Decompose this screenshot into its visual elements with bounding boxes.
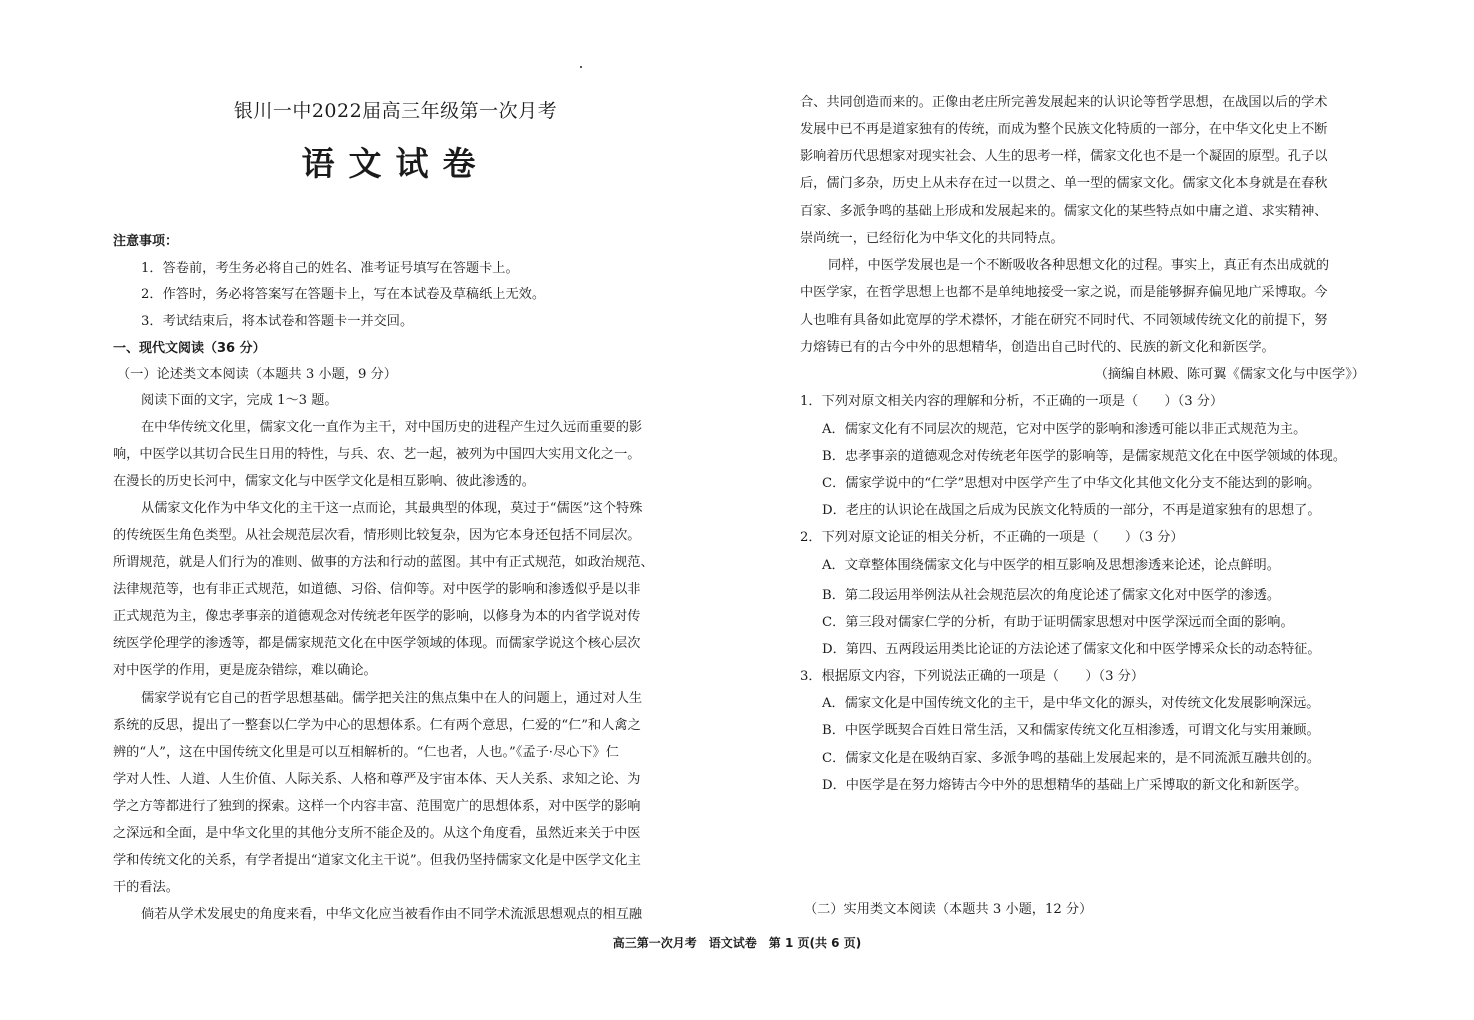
notice-heading: 注意事项： bbox=[113, 234, 179, 249]
passage-line: 对中医学的作用，更是庞杂错综，难以确论。 bbox=[113, 663, 377, 678]
passage-line: 辨的“人”，这在中国传统文化里是可以互相解析的。“仁也者，人也。”《孟子·尽心下》仁 bbox=[113, 745, 619, 760]
passage-line: 响，中医学以其切合民生日用的特性，与兵、农、艺一起，被列为中国四大实用文化之一。 bbox=[113, 447, 641, 462]
passage-line: 发展中已不再是道家独有的传统，而成为整个民族文化特质的一部分，在中华文化史上不断 bbox=[800, 122, 1328, 137]
scan-dot bbox=[580, 66, 582, 68]
passage-line: 影响着历代思想家对现实社会、人生的思考一样，儒家文化也不是一个凝固的原型。孔子以 bbox=[800, 149, 1328, 164]
notice-item: 2．作答时，务必将答案写在答题卡上，写在本试卷及草稿纸上无效。 bbox=[141, 287, 546, 302]
passage-line: 人也唯有具备如此宽厚的学术襟怀，才能在研究不同时代、不同领域传统文化的前提下，努 bbox=[800, 313, 1328, 328]
passage-line: 倘若从学术发展史的角度来看，中华文化应当被看作由不同学术流派思想观点的相互融 bbox=[141, 907, 643, 922]
passage-line: 的传统医生角色类型。从社会规范层次看，情形则比较复杂，因为它本身还包括不同层次。 bbox=[113, 528, 641, 543]
passage-line: 从儒家文化作为中华文化的主干这一点而论，其最典型的体现，莫过于“儒医”这个特殊 bbox=[141, 501, 643, 516]
passage-line: 系统的反思，提出了一整套以仁学为中心的思想体系。仁有两个意思，仁爱的“仁”和人禽之 bbox=[113, 718, 641, 733]
question-option: A．儒家文化有不同层次的规范，它对中医学的影响和渗透可能以非正式规范为主。 bbox=[822, 422, 1307, 437]
question-option: A．儒家文化是中国传统文化的主干，是中华文化的源头，对传统文化发展影响深远。 bbox=[822, 696, 1320, 711]
question-option: D．第四、五两段运用类比论证的方法论述了儒家文化和中医学博采众长的动态特征。 bbox=[822, 642, 1321, 657]
passage-line: 正式规范为主，像忠孝事亲的道德观念对传统老年医学的影响，以修身为本的内省学说对传 bbox=[113, 609, 641, 624]
passage-line: 中医学家，在哲学思想上也都不是单纯地接受一家之说，而是能够摒弃偏见地广采博取。今 bbox=[800, 285, 1328, 300]
question-stem: 2．下列对原文论证的相关分析，不正确的一项是（ ）（3 分） bbox=[800, 530, 1184, 545]
passage-source: （摘编自林殿、陈可翼《儒家文化与中医学》） bbox=[1094, 367, 1365, 382]
question-stem: 3．根据原文内容，下列说法正确的一项是（ ）（3 分） bbox=[800, 669, 1145, 684]
passage-line: 所谓规范，就是人们行为的准则、做事的方法和行动的蓝图。其中有正式规范，如政治规范、 bbox=[113, 555, 654, 570]
exam-name: 银川一中2022届高三年级第一次月考 bbox=[233, 100, 558, 122]
question-option: B．第二段运用举例法从社会规范层次的角度论述了儒家文化对中医学的渗透。 bbox=[822, 588, 1281, 603]
passage-line: 之深远和全面，是中华文化里的其他分支所不能企及的。从这个角度看，虽然近来关于中医 bbox=[113, 826, 641, 841]
passage-line: 儒家学说有它自己的哲学思想基础。儒学把关注的焦点集中在人的问题上，通过对人生 bbox=[141, 691, 643, 706]
paper-title: 语文试卷 bbox=[301, 144, 490, 183]
passage-line: 崇尚统一，已经衍化为中华文化的共同特点。 bbox=[800, 231, 1064, 246]
passage-line: 在漫长的历史长河中，儒家文化与中医学文化是相互影响、彼此渗透的。 bbox=[113, 474, 535, 489]
question-option: C．第三段对儒家仁学的分析，有助于证明儒家思想对中医学深远而全面的影响。 bbox=[822, 615, 1294, 630]
passage-line: 百家、多派争鸣的基础上形成和发展起来的。儒家文化的某些特点如中庸之道、求实精神、 bbox=[800, 204, 1328, 219]
passage-line: 力熔铸已有的古今中外的思想精华，创造出自己时代的、民族的新文化和新医学。 bbox=[800, 340, 1275, 355]
question-option: C．儒家文化是在吸纳百家、多派争鸣的基础上发展起来的，是不同流派互融共创的。 bbox=[822, 751, 1321, 766]
passage-line: 干的看法。 bbox=[113, 880, 179, 895]
passage-line: 合、共同创造而来的。正像由老庄所完善发展起来的认识论等哲学思想，在战国以后的学术 bbox=[800, 95, 1328, 110]
question-option: B．中医学既契合百姓日常生活，又和儒家传统文化互相渗透，可谓文化与实用兼顾。 bbox=[822, 723, 1320, 738]
passage-line: 后，儒门多杂，历史上从未存在过一以贯之、单一型的儒家文化。儒家文化本身就是在春秋 bbox=[800, 176, 1328, 191]
subsection-heading: （一）论述类文本阅读（本题共 3 小题，9 分） bbox=[117, 367, 397, 382]
question-option: C．儒家学说中的“仁学”思想对中医学产生了中华文化其他文化分支不能达到的影响。 bbox=[822, 476, 1321, 491]
passage-line: 法律规范等，也有非正式规范，如道德、习俗、信仰等。对中医学的影响和渗透似乎是以非 bbox=[113, 582, 641, 597]
page-footer: 高三第一次月考 语文试卷 第 1 页(共 6 页) bbox=[612, 936, 862, 950]
passage-line: 学和传统文化的关系，有学者提出“道家文化主干说”。但我仍坚持儒家文化是中医学文化主 bbox=[113, 853, 641, 868]
question-option: D．老庄的认识论在战国之后成为民族文化特质的一部分，不再是道家独有的思想了。 bbox=[822, 503, 1321, 518]
passage-line: 学之方等都进行了独到的探索。这样一个内容丰富、范围宽广的思想体系，对中医学的影响 bbox=[113, 799, 641, 814]
question-stem: 1．下列对原文相关内容的理解和分析，不正确的一项是（ ）（3 分） bbox=[800, 394, 1224, 409]
question-option: B．忠孝事亲的道德观念对传统老年医学的影响等，是儒家规范文化在中医学领域的体现。 bbox=[822, 449, 1346, 464]
passage-line: 学对人性、人道、人生价值、人际关系、人格和尊严及宇宙本体、天人关系、求知之论、为 bbox=[113, 772, 641, 787]
section-heading: 一、现代文阅读（36 分） bbox=[113, 341, 266, 356]
question-option: A．文章整体围绕儒家文化与中医学的相互影响及思想渗透来论述，论点鲜明。 bbox=[822, 558, 1280, 573]
question-option: D．中医学是在努力熔铸古今中外的思想精华的基础上广采博取的新文化和新医学。 bbox=[822, 778, 1308, 793]
reading-instruction: 阅读下面的文字，完成 1～3 题。 bbox=[141, 393, 338, 408]
passage-line: 同样，中医学发展也是一个不断吸收各种思想文化的过程。事实上，真正有杰出成就的 bbox=[828, 258, 1330, 273]
passage-line: 统医学伦理学的渗透等，都是儒家规范文化在中医学领域的体现。而儒家学说这个核心层次 bbox=[113, 636, 641, 651]
notice-item: 3．考试结束后，将本试卷和答题卡一并交回。 bbox=[141, 314, 414, 329]
subsection-heading: （二）实用类文本阅读（本题共 3 小题，12 分） bbox=[804, 902, 1093, 917]
notice-item: 1．答卷前，考生务必将自己的姓名、准考证号填写在答题卡上。 bbox=[141, 261, 519, 276]
passage-line: 在中华传统文化里，儒家文化一直作为主干，对中国历史的进程产生过久远而重要的影 bbox=[141, 420, 643, 435]
